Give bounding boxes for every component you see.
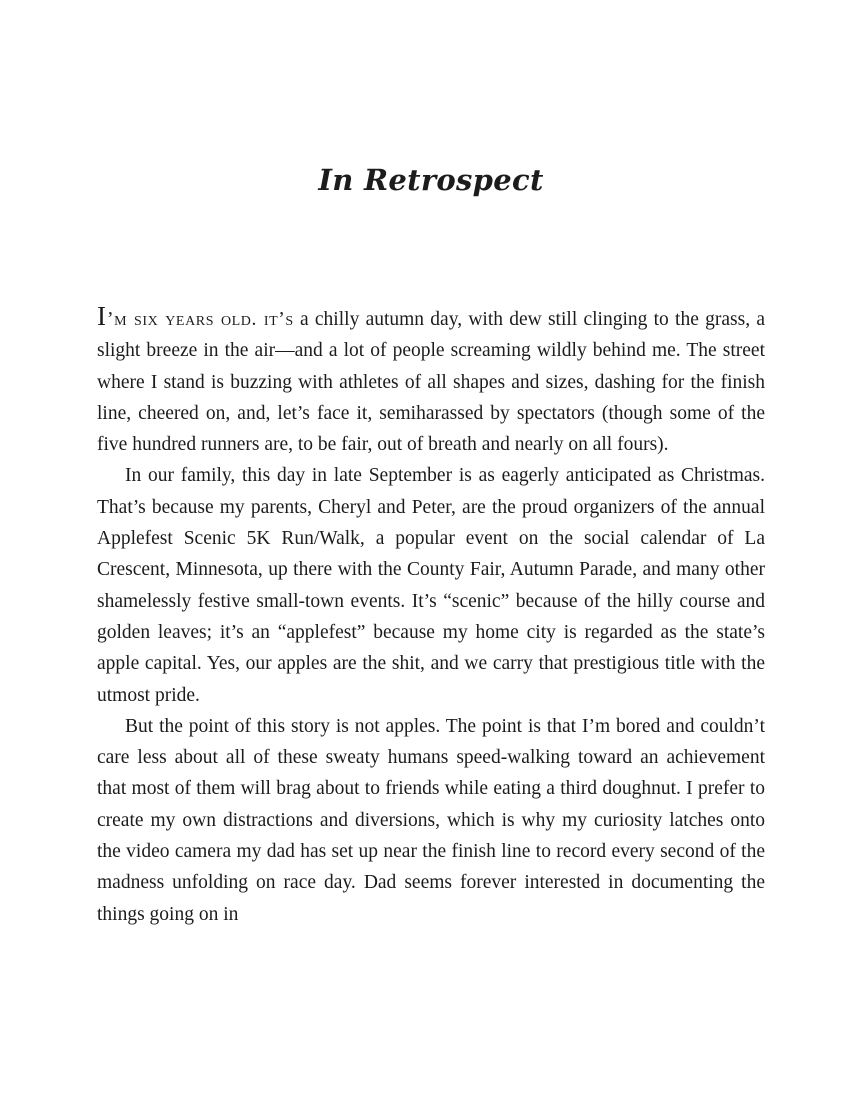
lead-initial: I [97, 301, 107, 331]
paragraph-opening [97, 301, 765, 460]
lead-in-small-caps: ’m six years old. it’s [107, 309, 294, 330]
text-block [97, 301, 765, 930]
paragraph: In our family, this day in late September is as eagerly anticipated as Christmas. That’s because my parents, Cheryl and Peter, are the proud organizers of the annual Applefest Scenic 5K Run/Walk, a popular event on the social calendar of La Crescent, Minnesota, up there with the County Fair, Autumn Parade, and many other shamelessly festive small-town events. It’s “scenic” because of the hilly course and golden leaves; it’s an “applefest” because my home city is regarded as the state’s apple capital. Yes, our apples are the shit, and we carry that prestigious title with the utmost pride. [97, 465, 765, 706]
chapter-title: In Retrospect [318, 163, 544, 197]
paragraph: But the point of this story is not apples. The point is that I’m bored and couldn’t care less about all of these sweaty humans speed-walking toward an achievement that most of them will brag about to friends while eating a third doughnut. I prefer to create my own distractions and diversions, which is why my curiosity latches onto the video camera my dad has set up near the finish line to record every second of the madness unfolding on race day. Dad seems forever interested in documenting the things going on in [97, 715, 765, 925]
paragraph-opening-text: a chilly autumn day, with dew still clinging to the grass, a slight breeze in the air—and a lot of people screaming wildly behind me. The street where I stand is buzzing with athletes of all shapes and sizes, dashing for the finish line, cheered on, and, let’s face it, semiharassed by spectators (though some of the five hundred runners are, to be fair, out of breath and nearly on all fours). [97, 309, 765, 456]
